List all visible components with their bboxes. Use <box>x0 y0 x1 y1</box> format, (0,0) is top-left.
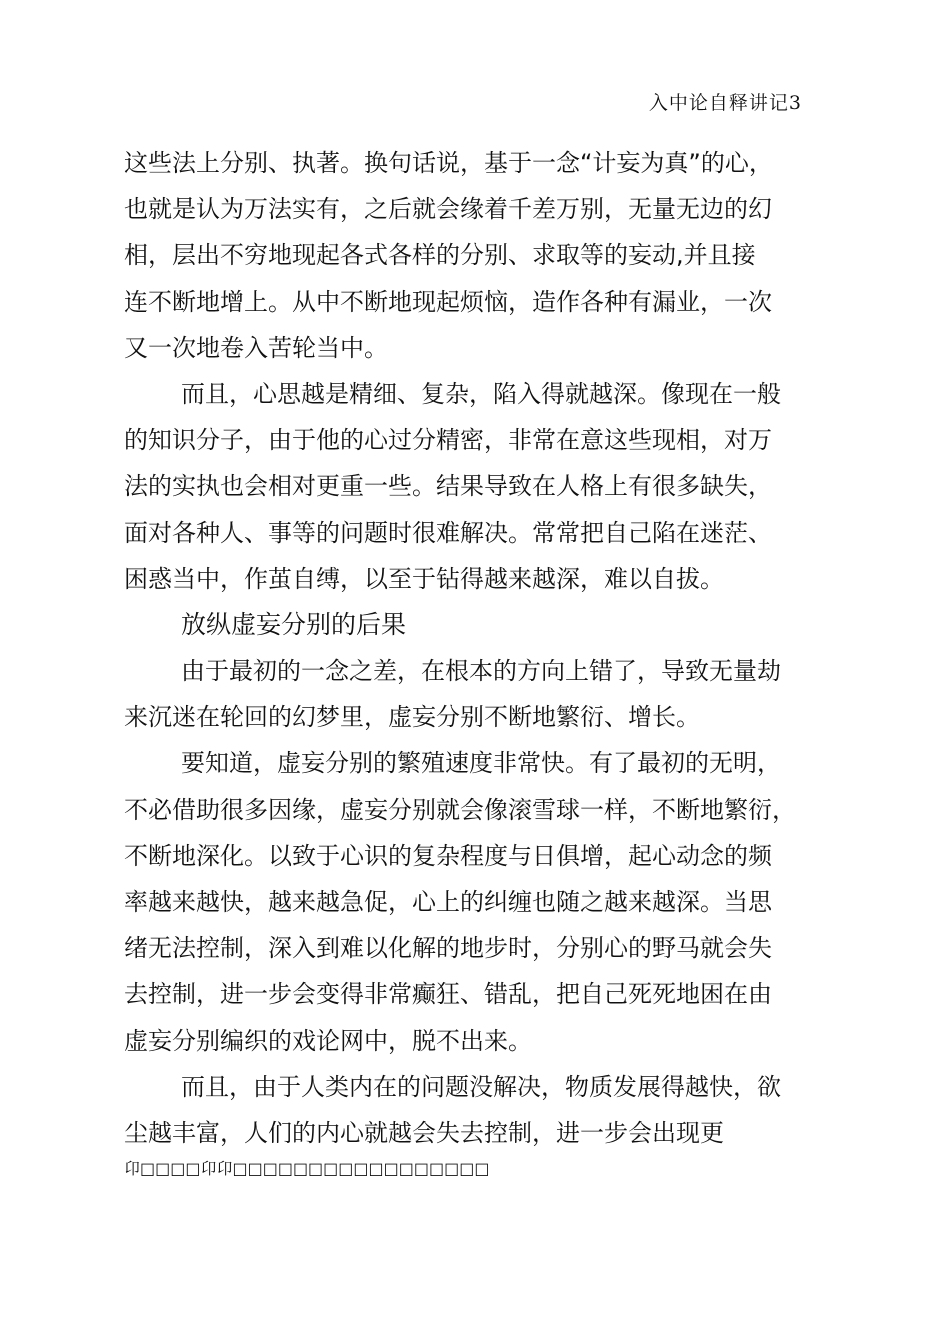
text-line: 去控制，进一步会变得非常癫狂、错乱，把自己死死地困在由 <box>124 980 772 1009</box>
text-line: 尘越丰富，人们的内心就越会失去控制，进一步会出现更 <box>124 1118 724 1147</box>
text-line: 要知道，虚妄分别的繁殖速度非常快。有了最初的无明， <box>181 749 781 778</box>
paragraph <box>124 371 829 602</box>
text-line: 而且，心思越是精细、复杂，陷入得就越深。像现在一般 <box>181 379 781 408</box>
text-line: 绪无法控制，深入到难以化解的地步时，分别心的野马就会失 <box>124 934 772 963</box>
text-line: 的知识分子，由于他的心过分精密，非常在意这些现相，对万 <box>124 426 772 455</box>
paragraph <box>124 140 829 371</box>
text-line: 不必借助很多因缘，虚妄分别就会像滚雪球一样，不断地繁衍， <box>124 795 796 824</box>
paragraph <box>124 1064 829 1156</box>
text-line: 来沉迷在轮回的幻梦里，虚妄分别不断地繁衍、增长。 <box>124 703 700 732</box>
text-line: 虚妄分别编织的戏论网中，脱不出来。 <box>124 1026 532 1055</box>
document-body <box>124 140 829 1156</box>
text-line: 也就是认为万法实有，之后就会缘着千差万别，无量无边的幻 <box>124 195 772 224</box>
text-line: 连不断地增上。从中不断地现起烦恼，造作各种有漏业，一次 <box>124 287 772 316</box>
paragraph <box>124 648 829 740</box>
text-line: 不断地深化。以致于心识的复杂程度与日俱增，起心动念的频 <box>124 841 772 870</box>
text-line: 而且，由于人类内在的问题没解决，物质发展得越快，欲 <box>181 1072 781 1101</box>
section-heading: 放纵虚妄分别的后果 <box>181 609 407 639</box>
garbled-footer-text: 卬□□□□卬卬□□□□□□□□□□□□□□□□□ <box>124 1159 490 1178</box>
text-line: 困惑当中，作茧自缚，以至于钻得越来越深，难以自拔。 <box>124 564 724 593</box>
text-line: 面对各种人、事等的问题时很难解决。常常把自己陷在迷茫、 <box>124 518 772 547</box>
paragraph <box>124 740 829 1063</box>
text-line: 相，层出不穷地现起各式各样的分别、求取等的妄动,并且接 <box>124 241 756 270</box>
text-line: 由于最初的一念之差，在根本的方向上错了，导致无量劫 <box>181 657 781 686</box>
text-line: 率越来越快，越来越急促，心上的纠缠也随之越来越深。当思 <box>124 888 772 916</box>
text-line: 这些法上分别、执著。换句话说，基于一念“计妄为真”的心， <box>124 149 773 177</box>
text-line: 又一次地卷入苦轮当中。 <box>124 333 388 362</box>
page-header: 入中论自释讲记3 <box>648 92 802 114</box>
text-line: 法的实执也会相对更重一些。结果导致在人格上有很多缺失， <box>124 472 772 501</box>
